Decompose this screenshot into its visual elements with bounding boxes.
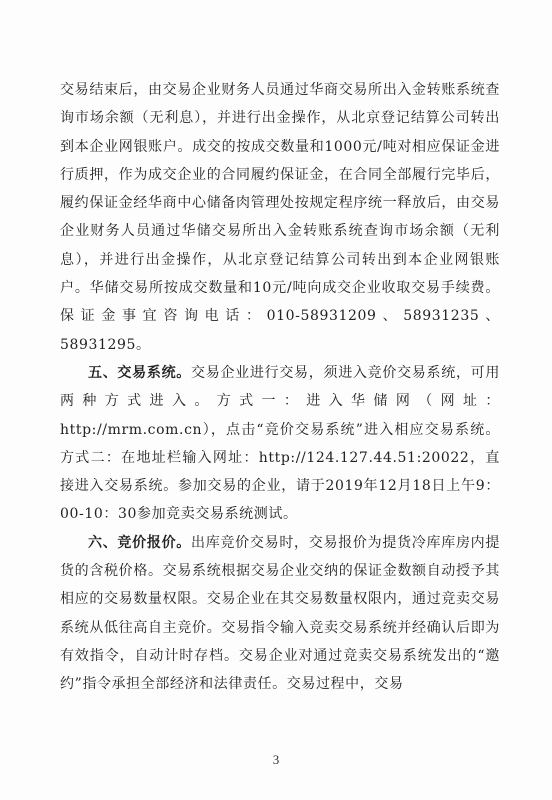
section-heading: 五、交易系统。	[88, 364, 192, 381]
page-number: 3	[272, 752, 280, 767]
document-body	[60, 76, 500, 699]
section-text: 出库竞价交易时，交易报价为提货冷库库房内提货的含税价格。交易系统根据交易企业交纳的保证金数额自动授予其相应的交易数量权限。交易企业在其交易数量权限内，通过竞卖交易系统从低往高自主竞价。交易指令输入竞卖交易系统并经确认后即为有效指令，自动计时存档。交易企业对通过竞卖交易系统发出的“邀约”指令承担全部经济和法律责任。交易过程中，交易	[60, 534, 500, 693]
section-text: 交易企业进行交易，须进入竞价交易系统，可用两种方式进入。方式一：进入华储网（网址：http://mrm.com.cn），点击“竞价交易系统”进入相应交易系统。方式二：在地址栏输入网址：http://124.127.44.51:20022，直接进入交易系统。参加交易的企业，请于2019年12月18日上午9：00-10：30参加竞卖交易系统测试。	[60, 364, 500, 523]
paragraph-settlement: 交易结束后，由交易企业财务人员通过华商交易所出入金转账系统查询市场余额（无利息），并进行出金操作，从北京登记结算公司转出到本企业网银账户。成交的按成交数量和1000元/吨对相应保证金进行质押，作为成交企业的合同履约保证金，在合同全部履行完毕后，履约保证金经华商中心储备肉管理处按规定程序统一释放后，由交易企业财务人员通过华储交易所出入金转账系统查询市场余额（无利息），并进行出金操作，从北京登记结算公司转出到本企业网银账户。华储交易所按成交数量和10元/吨向成交企业收取交易手续费。保证金事宜咨询电话：010-58931209、58931235、58931295。	[60, 82, 500, 353]
section-heading: 六、竞价报价。	[88, 534, 192, 551]
section-bid-quotation	[60, 529, 500, 699]
section-trading-system	[60, 359, 500, 529]
